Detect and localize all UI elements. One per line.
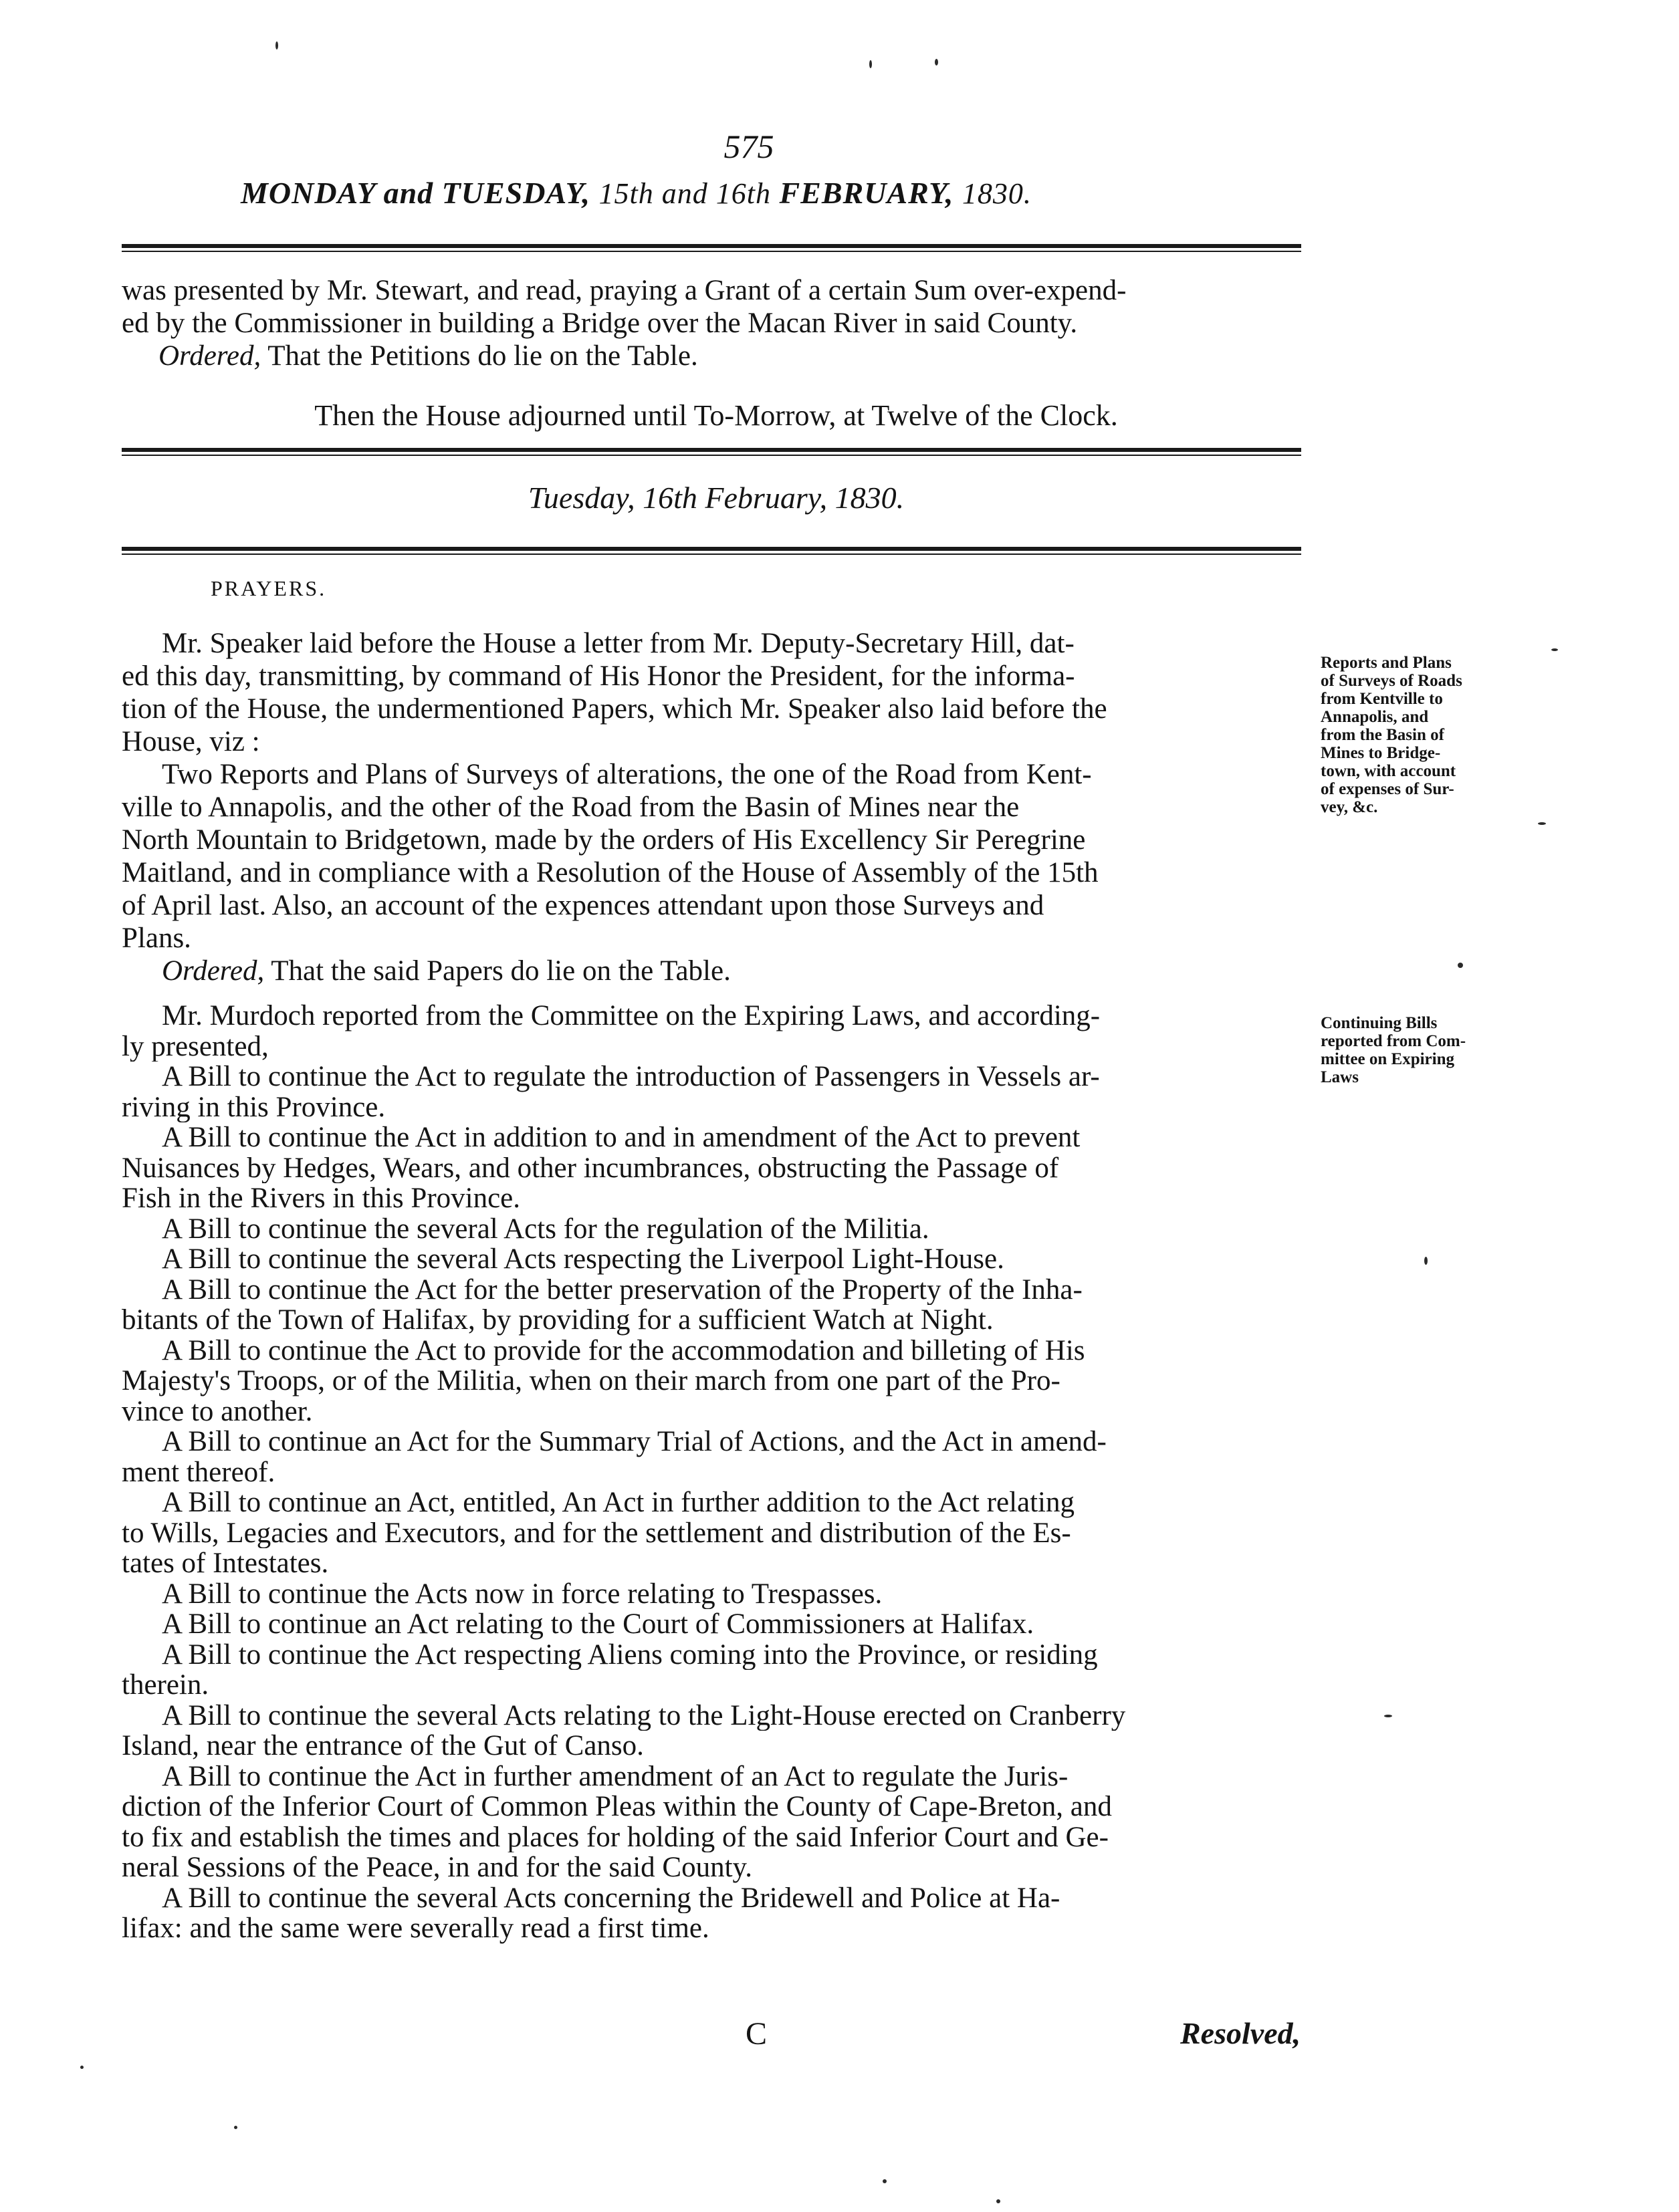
text-line: ed by the Commissioner in building a Bridge over the Macan River in said County. bbox=[122, 308, 1078, 339]
text-line: Majesty's Troops, or of the Militia, when on their march from one part of the Pro- bbox=[122, 1366, 1060, 1396]
bill-line: A Bill to continue an Act relating to the Court of Commissioners at Halifax. bbox=[162, 1609, 1034, 1640]
continuation-text bbox=[122, 274, 1311, 372]
marginal-line: Continuing Bills bbox=[1321, 1014, 1438, 1032]
marginal-line: from the Basin of bbox=[1321, 726, 1444, 744]
marginal-note-reports bbox=[1321, 654, 1521, 816]
text-line: lifax: and the same were severally read a first time. bbox=[122, 1913, 709, 1944]
bill-line: A Bill to continue an Act, entitled, An Act in further addition to the Act relating bbox=[162, 1487, 1075, 1518]
scan-speck bbox=[1384, 1715, 1392, 1717]
date-heading: Tuesday, 16th February, 1830. bbox=[528, 481, 905, 515]
bill-line: A Bill to continue the Act to regulate the introduction of Passengers in Vessels ar- bbox=[162, 1062, 1100, 1092]
prayers-heading: PRAYERS. bbox=[211, 576, 327, 600]
running-head-year: 1830. bbox=[962, 177, 1032, 210]
text-line: riving in this Province. bbox=[122, 1092, 386, 1122]
text-line: ville to Annapolis, and the other of the Road from the Basin of Mines near the bbox=[122, 791, 1020, 823]
text-line: House, viz : bbox=[122, 726, 260, 757]
text-line: Mr. Murdoch reported from the Committee on the Expiring Laws, and according- bbox=[162, 1001, 1101, 1031]
marginal-line: Reports and Plans bbox=[1321, 654, 1452, 672]
scan-speck bbox=[275, 41, 278, 49]
text-line: Maitland, and in compliance with a Resolution of the House of Assembly of the 15th bbox=[122, 857, 1099, 888]
scan-speck bbox=[234, 2126, 237, 2129]
bill-line: A Bill to continue the Act for the better preservation of the Property of the Inha- bbox=[162, 1274, 1083, 1305]
scan-speck bbox=[935, 59, 938, 66]
bill-line: A Bill to continue the several Acts for the regulation of the Militia. bbox=[162, 1213, 929, 1244]
ordered-text: That the Petitions do lie on the Table. bbox=[261, 340, 698, 372]
marginal-note-bills bbox=[1321, 1014, 1521, 1086]
text-line: of April last. Also, an account of the expences attendant upon those Surveys and bbox=[122, 890, 1044, 921]
marginal-line: of Surveys of Roads bbox=[1321, 672, 1462, 690]
bill-line: A Bill to continue the several Acts concerning the Bridewell and Police at Ha- bbox=[162, 1882, 1060, 1913]
text-line: North Mountain to Bridgetown, made by the orders of His Excellency Sir Peregrine bbox=[122, 824, 1086, 856]
ordered-line bbox=[122, 955, 1311, 987]
text-line: bitants of the Town of Halifax, by providing for a sufficient Watch at Night. bbox=[122, 1305, 994, 1336]
text-line: therein. bbox=[122, 1670, 209, 1701]
text-line: was presented by Mr. Stewart, and read, praying a Grant of a certain Sum over-expend- bbox=[122, 275, 1127, 306]
marginal-line: vey, &c. bbox=[1321, 798, 1378, 816]
running-head-days: MONDAY and TUESDAY, bbox=[241, 176, 591, 210]
running-head bbox=[241, 175, 1244, 211]
ordered-text: That the said Papers do lie on the Table. bbox=[264, 955, 731, 987]
scan-speck bbox=[869, 60, 872, 68]
bill-line: A Bill to continue an Act for the Summary Trial of Actions, and the Act in amend- bbox=[162, 1427, 1107, 1457]
marginal-line: from Kentville to bbox=[1321, 690, 1443, 708]
scan-speck bbox=[996, 2199, 1000, 2203]
text-line: Two Reports and Plans of Surveys of alterations, the one of the Road from Kent- bbox=[162, 759, 1092, 790]
scan-speck bbox=[80, 2066, 84, 2069]
marginal-line: Laws bbox=[1321, 1068, 1359, 1086]
text-line: diction of the Inferior Court of Common Pleas within the County of Cape-Breton, and bbox=[122, 1792, 1112, 1822]
bill-line: A Bill to continue the Acts now in force relating to Trespasses. bbox=[162, 1578, 883, 1609]
text-line: Nuisances by Hedges, Wears, and other incumbrances, obstructing the Passage of bbox=[122, 1152, 1059, 1183]
paragraph-bills bbox=[122, 1001, 1311, 1944]
adjournment-line: Then the House adjourned until To-Morrow, at Twelve of the Clock. bbox=[314, 399, 1118, 432]
marginal-line: of expenses of Sur- bbox=[1321, 780, 1454, 798]
text-line: ment thereof. bbox=[122, 1457, 275, 1487]
paragraph-papers bbox=[122, 627, 1311, 987]
bill-line: A Bill to continue the several Acts relating to the Light-House erected on Cranberry bbox=[162, 1700, 1126, 1731]
text-line: tates of Intestates. bbox=[122, 1548, 329, 1579]
section-rule bbox=[122, 547, 1301, 555]
marginal-line: reported from Com- bbox=[1321, 1032, 1466, 1050]
scan-speck bbox=[1458, 963, 1463, 968]
scan-speck bbox=[883, 2179, 887, 2183]
bill-line: A Bill to continue the several Acts respecting the Liverpool Light-House. bbox=[162, 1244, 1004, 1275]
text-line: Plans. bbox=[122, 923, 191, 954]
text-line: Fish in the Rivers in this Province. bbox=[122, 1183, 521, 1214]
marginal-line: Mines to Bridge- bbox=[1321, 744, 1441, 762]
catchword: Resolved, bbox=[1180, 2016, 1301, 2050]
running-head-month: FEBRUARY, bbox=[779, 176, 954, 210]
running-head-dates: 15th and 16th bbox=[598, 177, 771, 210]
bill-line: A Bill to continue the Act to provide for the accommodation and billeting of His bbox=[162, 1335, 1085, 1366]
ordered-label: Ordered, bbox=[158, 340, 261, 372]
section-rule bbox=[122, 448, 1301, 456]
text-line: Island, near the entrance of the Gut of Canso. bbox=[122, 1731, 644, 1761]
text-line: to Wills, Legacies and Executors, and for the settlement and distribution of the Es- bbox=[122, 1517, 1071, 1548]
bill-line: A Bill to continue the Act in addition to and in amendment of the Act to prevent bbox=[162, 1122, 1081, 1153]
text-line: ly presented, bbox=[122, 1031, 269, 1062]
scan-speck bbox=[1538, 822, 1546, 825]
marginal-line: Annapolis, and bbox=[1321, 708, 1429, 726]
marginal-line: mittee on Expiring bbox=[1321, 1050, 1454, 1068]
bill-line: A Bill to continue the Act respecting Aliens coming into the Province, or residing bbox=[162, 1639, 1098, 1670]
scan-speck bbox=[1551, 648, 1558, 651]
ordered-label: Ordered, bbox=[162, 955, 265, 987]
text-line: Mr. Speaker laid before the House a letter from Mr. Deputy-Secretary Hill, dat- bbox=[162, 628, 1075, 659]
text-line: to fix and establish the times and places for holding of the said Inferior Court and Ge- bbox=[122, 1822, 1109, 1852]
marginal-line: town, with account bbox=[1321, 762, 1456, 780]
bill-line: A Bill to continue the Act in further amendment of an Act to regulate the Juris- bbox=[162, 1761, 1069, 1792]
text-line: tion of the House, the undermentioned Papers, which Mr. Speaker also laid before the bbox=[122, 693, 1107, 725]
text-line: vince to another. bbox=[122, 1396, 313, 1427]
scan-speck bbox=[1424, 1257, 1428, 1265]
text-line: neral Sessions of the Peace, in and for the said County. bbox=[122, 1852, 752, 1883]
signature-mark: C bbox=[746, 2016, 768, 2052]
text-line: ed this day, transmitting, by command of His Honor the President, for the informa- bbox=[122, 660, 1075, 692]
ordered-line bbox=[122, 340, 1311, 372]
page-number: 575 bbox=[723, 128, 774, 165]
header-rule bbox=[122, 244, 1301, 252]
